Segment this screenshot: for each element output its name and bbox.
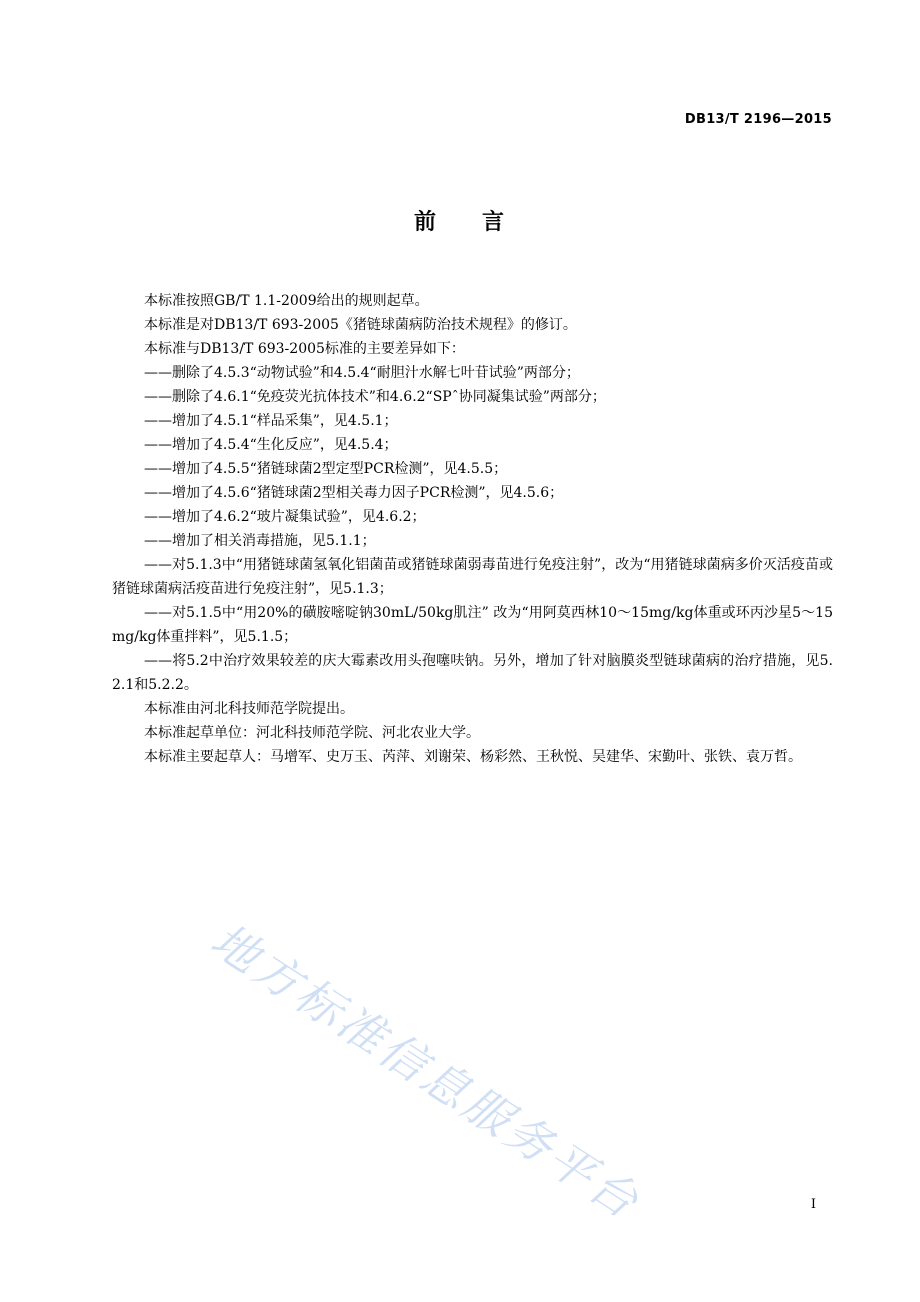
list-item: ——增加了4.5.1“样品采集”，见4.5.1；	[144, 413, 398, 429]
paragraph: 本标准是对DB13/T 693-2005《猪链球菌病防治技术规程》的修订。	[144, 317, 577, 333]
paragraph: 本标准由河北科技师范学院提出。	[144, 701, 354, 717]
watermark: 地方标准信息服务平台	[201, 912, 651, 1231]
list-item: ——增加了4.6.2“玻片凝集试验”，见4.6.2；	[144, 509, 426, 525]
standard-number: DB13/T 2196—2015	[684, 112, 832, 127]
paragraph: 本标准与DB13/T 693-2005标准的主要差异如下：	[144, 341, 465, 357]
list-item: ——增加了4.5.6“猪链球菌2型相关毒力因子PCR检测”，见4.5.6；	[144, 485, 564, 501]
title-char-1: 前	[413, 210, 438, 235]
page-title	[0, 205, 920, 236]
paragraph: 本标准主要起草人：马增军、史万玉、芮萍、刘谢荣、杨彩然、王秋悦、吴建华、宋勤叶、张铁、袁万哲。	[144, 749, 802, 765]
list-item: ——增加了相关消毒措施，见5.1.1；	[144, 533, 376, 549]
list-item: ——对5.1.5中“用20%的磺胺嘧啶钠30mL/50kg肌注” 改为“用阿莫西林10～15mg/kg体重或环丙沙星5～15mg/kg体重拌料”，见5.1.5；	[112, 605, 833, 645]
list-item: ——删除了4.5.3“动物试验”和4.5.4“耐胆汁水解七叶苷试验”两部分；	[144, 365, 580, 381]
list-item: ——增加了4.5.4“生化反应”，见4.5.4；	[144, 437, 398, 453]
list-item: ——增加了4.5.5“猪链球菌2型定型PCR检测”，见4.5.5；	[144, 461, 508, 477]
title-char-2: 言	[482, 210, 507, 235]
page-number: I	[810, 1197, 816, 1212]
list-item: ——将5.2中治疗效果较差的庆大霉素改用头孢噻呋钠。另外，增加了针对脑膜炎型链球菌病的治疗措施，见5.2.1和5.2.2。	[112, 653, 833, 693]
list-item: ——删除了4.6.1“免疫荧光抗体技术”和4.6.2“SPˆ协同凝集试验”两部分；	[144, 389, 606, 405]
list-item: ——对5.1.3中“用猪链球菌氢氧化铝菌苗或猪链球菌弱毒苗进行免疫注射”，改为“用猪链球菌病多价灭活疫苗或猪链球菌病活疫苗进行免疫注射”，见5.1.3；	[112, 557, 833, 597]
paragraph: 本标准按照GB/T 1.1-2009给出的规则起草。	[144, 293, 429, 309]
paragraph: 本标准起草单位：河北科技师范学院、河北农业大学。	[144, 725, 480, 741]
foreword-body	[112, 289, 833, 769]
